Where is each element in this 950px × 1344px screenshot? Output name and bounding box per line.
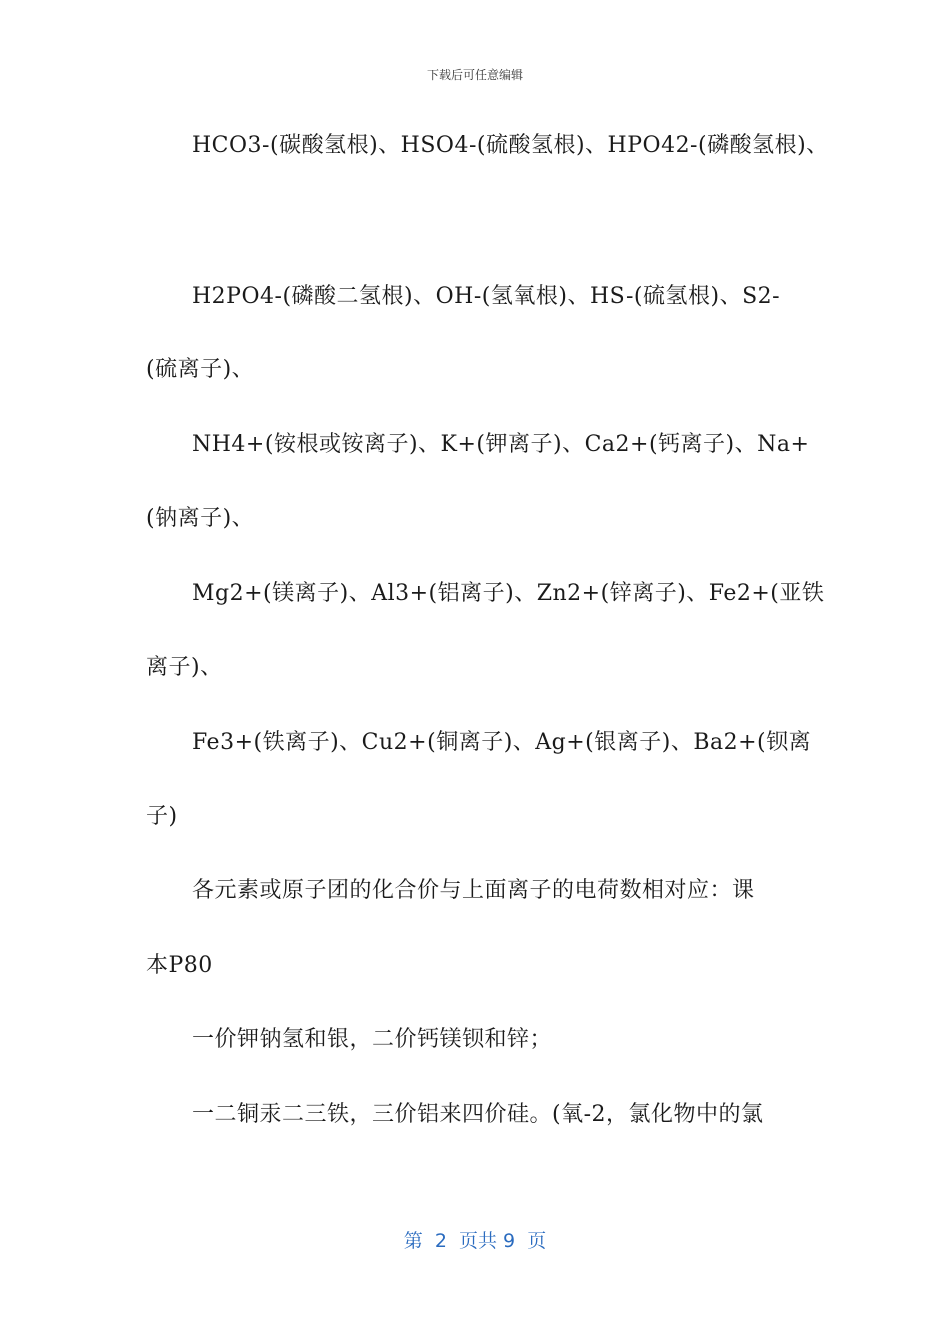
text-line: 子): [146, 804, 178, 829]
text-line: HCO3-(碳酸氢根)、HSO4-(硫酸氢根)、HPO42-(磷酸氢根)、: [192, 133, 829, 158]
page-header: 下载后可任意编辑: [426, 68, 523, 82]
text-line: H2PO4-(磷酸二氢根)、OH-(氢氧根)、HS-(硫氢根)、S2-: [192, 284, 781, 309]
text-line: NH4+(铵根或铵离子)、K+(钾离子)、Ca2+(钙离子)、Na+: [192, 432, 810, 457]
text-line: 一价钾钠氢和银，二价钙镁钡和锌；: [192, 1027, 553, 1052]
text-line: (钠离子)、: [146, 506, 255, 531]
text-line: 本P80: [146, 953, 213, 978]
text-line: Mg2+(镁离子)、Al3+(铝离子)、Zn2+(锌离子)、Fe2+(亚铁: [192, 581, 825, 606]
text-line: (硫离子)、: [146, 357, 255, 382]
text-line: Fe3+(铁离子)、Cu2+(铜离子)、Ag+(银离子)、Ba2+(钡离: [192, 730, 812, 755]
text-line: 一二铜汞二三铁，三价铝来四价硅。(氧-2，氯化物中的氯: [192, 1102, 764, 1127]
text-line: 离子)、: [146, 655, 223, 680]
text-line: 各元素或原子团的化合价与上面离子的电荷数相对应：课: [192, 878, 755, 903]
page-footer: 第 2 页共 9 页: [403, 1230, 547, 1252]
